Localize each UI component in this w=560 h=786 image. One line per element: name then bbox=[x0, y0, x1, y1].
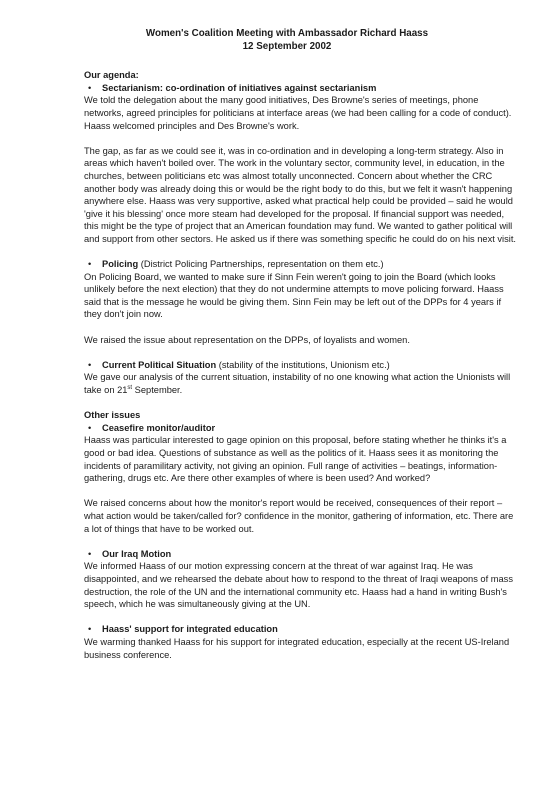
item-heading: Sectarianism: co-ordination of initiatives against sectarianism bbox=[102, 82, 377, 93]
bullet-icon: • bbox=[88, 624, 92, 635]
agenda-item-sectarianism bbox=[84, 82, 520, 95]
paragraph: Haass was particular interested to gage opinion on this proposal, before stating whether he thinks it's a good or bad idea. Questions of substance as well as the politics of it. Haass sees it as monitoring the incidents of paramilitary activity, not giving an opinion. Full range of activities – beatings, information-gathering, drugs etc. Are there other examples of where is been used? And worked? bbox=[84, 435, 507, 484]
bullet-icon: • bbox=[88, 359, 92, 370]
bullet-icon: • bbox=[88, 548, 92, 559]
paragraph: We told the delegation about the many good initiatives, Des Browne's series of meetings, phone networks, agreed principles for politicians at interface areas (we had been calling for a code of conduct). Haass welcomed principles and Des Browne's work. bbox=[84, 95, 512, 131]
agenda-heading: Our agenda: bbox=[84, 70, 139, 81]
item-subheading: (stability of the institutions, Unionism etc.) bbox=[216, 359, 390, 370]
paragraph: We gave our analysis of the current situation, instability of no one knowing what action the Unionists will take on 21st September. bbox=[84, 372, 511, 396]
agenda-item-policing bbox=[84, 258, 520, 271]
item-heading: Haass' support for integrated education bbox=[102, 624, 278, 635]
other-item-ceasefire-monitor bbox=[84, 422, 520, 435]
bullet-icon: • bbox=[88, 82, 92, 93]
paragraph: We warming thanked Haass for his support for integrated education, especially at the recent US-Ireland business conference. bbox=[84, 636, 510, 660]
paragraph: On Policing Board, we wanted to make sure if Sinn Fein weren't going to join the Board (which looks unlikely before the next election) that they do not undermine attempts to move policing forward. Haass said that is the message he would be giving them. Sinn Fein may be left out of the DPPs for 4 years if they don't join now. bbox=[84, 271, 504, 320]
item-subheading: (District Policing Partnerships, representation on them etc.) bbox=[138, 259, 384, 270]
paragraph: We informed Haass of our motion expressing concern at the threat of war against Iraq. He was disappointed, and we rehearsed the debate about how to respond to the threat of Iraqi weapons of mass destruction, the role of the UN and the international community etc. Haass had a hand in writing Bush's speech, which he was simultaneously giving at the UN. bbox=[84, 561, 513, 610]
document-date: 12 September 2002 bbox=[242, 40, 332, 52]
paragraph: We raised the issue about representation on the DPPs, of loyalists and women. bbox=[84, 334, 410, 345]
agenda-item-political-situation bbox=[84, 359, 520, 372]
other-issues-heading: Other issues bbox=[84, 410, 141, 421]
other-item-iraq-motion bbox=[84, 548, 520, 561]
item-heading: Ceasefire monitor/auditor bbox=[102, 422, 216, 433]
paragraph: We raised concerns about how the monitor's report would be received, consequences of their report – what action would be taken/called for? confidence in the monitor, gathering of information, etc. There are a lot of things that have to be worked out. bbox=[84, 498, 514, 534]
paragraph: The gap, as far as we could see it, was in co-ordination and in developing a long-term strategy. Also in areas which haven't boiled over. The work in the voluntary sector, community level, in education, in the churches, between politicians etc was almost totally unconnected. Concern about whether the CRC another body was already doing this or would be the right body to do this, but we felt it wasn't happening anywhere else. Haass was very supportive, asked what practical help could be provided – said he would 'give it his blessing' once more steam had developed for the proposal. If financial support was needed, this might be the type of project that an American foundation may fund. We wanted to gather political will and support from other sectors. He asked us if there was something specific he could do on his next visit. bbox=[84, 145, 517, 244]
other-item-integrated-education bbox=[84, 623, 520, 636]
item-heading: Current Political Situation bbox=[102, 359, 217, 370]
item-heading: Policing bbox=[102, 259, 139, 270]
document-title: Women's Coalition Meeting with Ambassador Richard Haass bbox=[145, 28, 429, 39]
item-heading: Our Iraq Motion bbox=[102, 548, 172, 559]
bullet-icon: • bbox=[88, 259, 92, 270]
bullet-icon: • bbox=[88, 422, 92, 433]
